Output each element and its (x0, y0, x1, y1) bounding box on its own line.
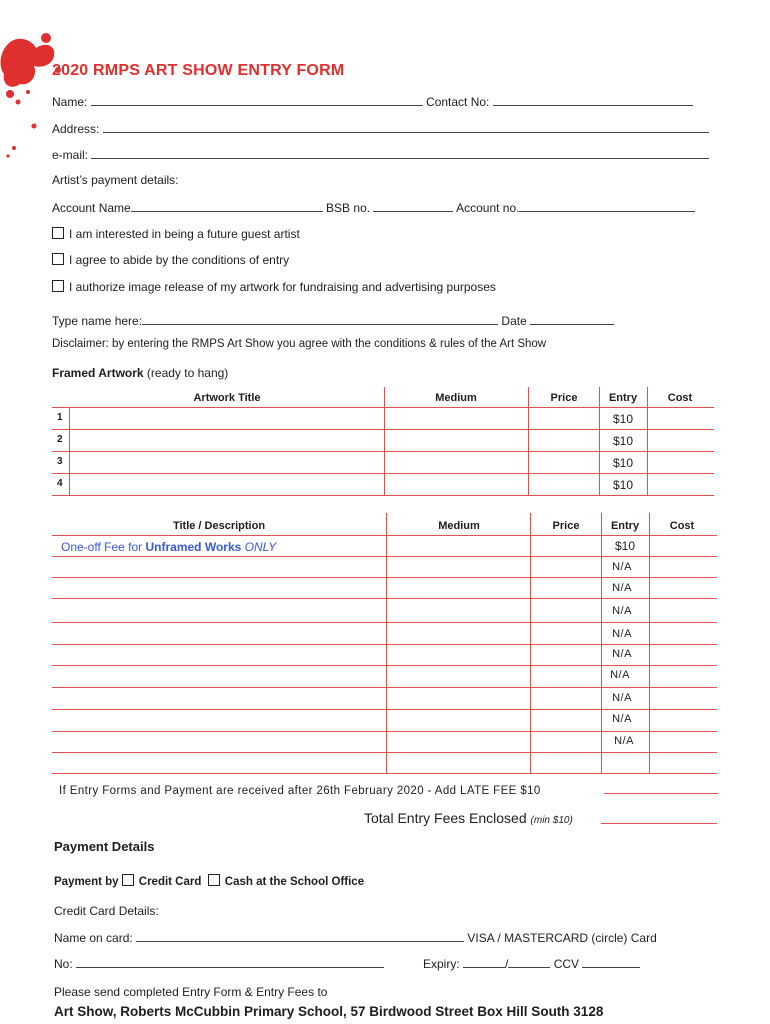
name-field[interactable] (91, 94, 423, 106)
unframed-col-entry: Entry (610, 520, 640, 532)
payment-by-row (54, 874, 364, 888)
payment-by-label: Payment by (54, 876, 119, 888)
email-row (52, 147, 709, 162)
account-name-label: Account Name (52, 201, 131, 215)
address-row (52, 121, 709, 136)
expiry-month-field[interactable] (463, 956, 505, 968)
name-on-card-label: Name on card: (54, 931, 133, 945)
framed-entry-fee: $10 (612, 412, 634, 426)
address-field[interactable] (103, 121, 709, 133)
bank-row (52, 200, 695, 215)
unframed-entry-na: N/A (612, 628, 632, 640)
late-fee-field[interactable] (604, 793, 718, 794)
framed-row-num: 3 (57, 456, 63, 467)
card-number-field[interactable] (76, 956, 384, 968)
image-release-checkbox[interactable] (52, 280, 64, 292)
email-label: e-mail: (52, 148, 89, 162)
unframed-entry-na: N/A (612, 561, 632, 573)
contact-label: Contact No: (426, 95, 490, 109)
card-type-label: VISA / MASTERCARD (circle) Card (467, 931, 657, 945)
guest-artist-label: I am interested in being a future guest artist (69, 227, 300, 241)
date-field[interactable] (530, 313, 614, 325)
card-number-row (54, 956, 384, 971)
credit-card-label: Credit Card (138, 876, 202, 888)
type-name-field[interactable] (142, 313, 498, 325)
framed-col-title: Artwork Title (193, 392, 261, 404)
framed-col-cost: Cost (667, 392, 693, 404)
school-address: Art Show, Roberts McCubbin Primary School, 57 Birdwood Street Box Hill South 3128 (54, 1004, 604, 1019)
unframed-col-title: Title / Description (172, 520, 266, 532)
credit-card-checkbox[interactable] (122, 874, 134, 886)
framed-entry-fee: $10 (612, 434, 634, 448)
name-on-card-row (54, 930, 657, 945)
date-label: Date (501, 314, 527, 328)
unframed-entry-na: N/A (610, 669, 630, 681)
email-field[interactable] (91, 147, 709, 159)
framed-col-entry: Entry (608, 392, 638, 404)
late-fee-note: If Entry Forms and Payment are received after 26th February 2020 - Add LATE FEE $10 (59, 785, 541, 797)
unframed-entry-fee: $10 (614, 539, 636, 553)
disclaimer: Disclaimer: by entering the RMPS Art Show you agree with the conditions & rules of the Art Show (52, 338, 547, 350)
unframed-entry-na: N/A (612, 692, 632, 704)
image-release-label: I authorize image release of my artwork for fundraising and advertising purposes (69, 280, 496, 294)
type-name-label: Type name here: (52, 314, 143, 328)
conditions-checkbox[interactable] (52, 253, 64, 265)
unframed-note-bold: Unframed Works (145, 540, 242, 554)
unframed-entry-na: N/A (612, 713, 632, 725)
unframed-col-medium: Medium (438, 520, 480, 532)
payment-details-label: Artist’s payment details: (52, 173, 179, 187)
cash-label: Cash at the School Office (224, 876, 365, 888)
account-no-label: Account no. (456, 201, 520, 215)
unframed-entry-na: N/A (612, 582, 632, 594)
total-field[interactable] (601, 823, 717, 824)
framed-entry-fee: $10 (612, 456, 634, 470)
unframed-entry-na: N/A (612, 648, 632, 660)
framed-note: (ready to hang) (146, 366, 229, 380)
image-release-checkbox-row (52, 280, 496, 294)
framed-col-medium: Medium (435, 392, 477, 404)
send-to-label: Please send completed Entry Form & Entry Fees to (54, 985, 328, 999)
conditions-label: I agree to abide by the conditions of entry (69, 253, 290, 267)
expiry-year-field[interactable] (508, 956, 550, 968)
bsb-field[interactable] (373, 200, 453, 212)
unframed-note-italic: ONLY (244, 540, 277, 554)
signature-row (52, 313, 614, 328)
conditions-checkbox-row (52, 253, 289, 267)
framed-row-num: 4 (57, 478, 63, 489)
unframed-col-cost: Cost (669, 520, 695, 532)
unframed-note (61, 540, 276, 554)
form-title: 2020 RMPS ART SHOW ENTRY FORM (52, 62, 345, 79)
framed-col-price: Price (550, 392, 578, 404)
account-name-field[interactable] (131, 200, 323, 212)
address-label: Address: (52, 122, 100, 136)
guest-artist-checkbox[interactable] (52, 227, 64, 239)
total-row (364, 810, 573, 826)
guest-artist-checkbox-row (52, 227, 300, 241)
unframed-note-prefix: One-off Fee for (61, 540, 146, 554)
total-label: Total Entry Fees Enclosed (364, 810, 527, 826)
framed-entry-fee: $10 (612, 478, 634, 492)
name-label: Name: (52, 95, 88, 109)
total-note: (min $10) (530, 815, 573, 826)
contact-field[interactable] (493, 94, 693, 106)
ccv-field[interactable] (582, 956, 640, 968)
ccv-label: CCV (553, 957, 580, 971)
framed-title: Framed Artwork (52, 366, 144, 380)
framed-heading (52, 366, 228, 380)
unframed-col-price: Price (552, 520, 580, 532)
unframed-entry-na: N/A (614, 735, 634, 747)
card-no-label: No: (54, 957, 73, 971)
name-on-card-field[interactable] (136, 930, 464, 942)
cash-checkbox[interactable] (208, 874, 220, 886)
card-details-label: Credit Card Details: (54, 904, 159, 918)
framed-row-num: 1 (57, 412, 63, 423)
expiry-label: Expiry: (423, 957, 460, 971)
unframed-entry-na: N/A (612, 605, 632, 617)
name-row (52, 94, 693, 109)
bsb-label: BSB no. (326, 201, 371, 215)
expiry-row: Expiry: / CCV (423, 956, 640, 971)
account-no-field[interactable] (519, 200, 695, 212)
payment-heading: Payment Details (54, 839, 155, 854)
framed-row-num: 2 (57, 434, 63, 445)
